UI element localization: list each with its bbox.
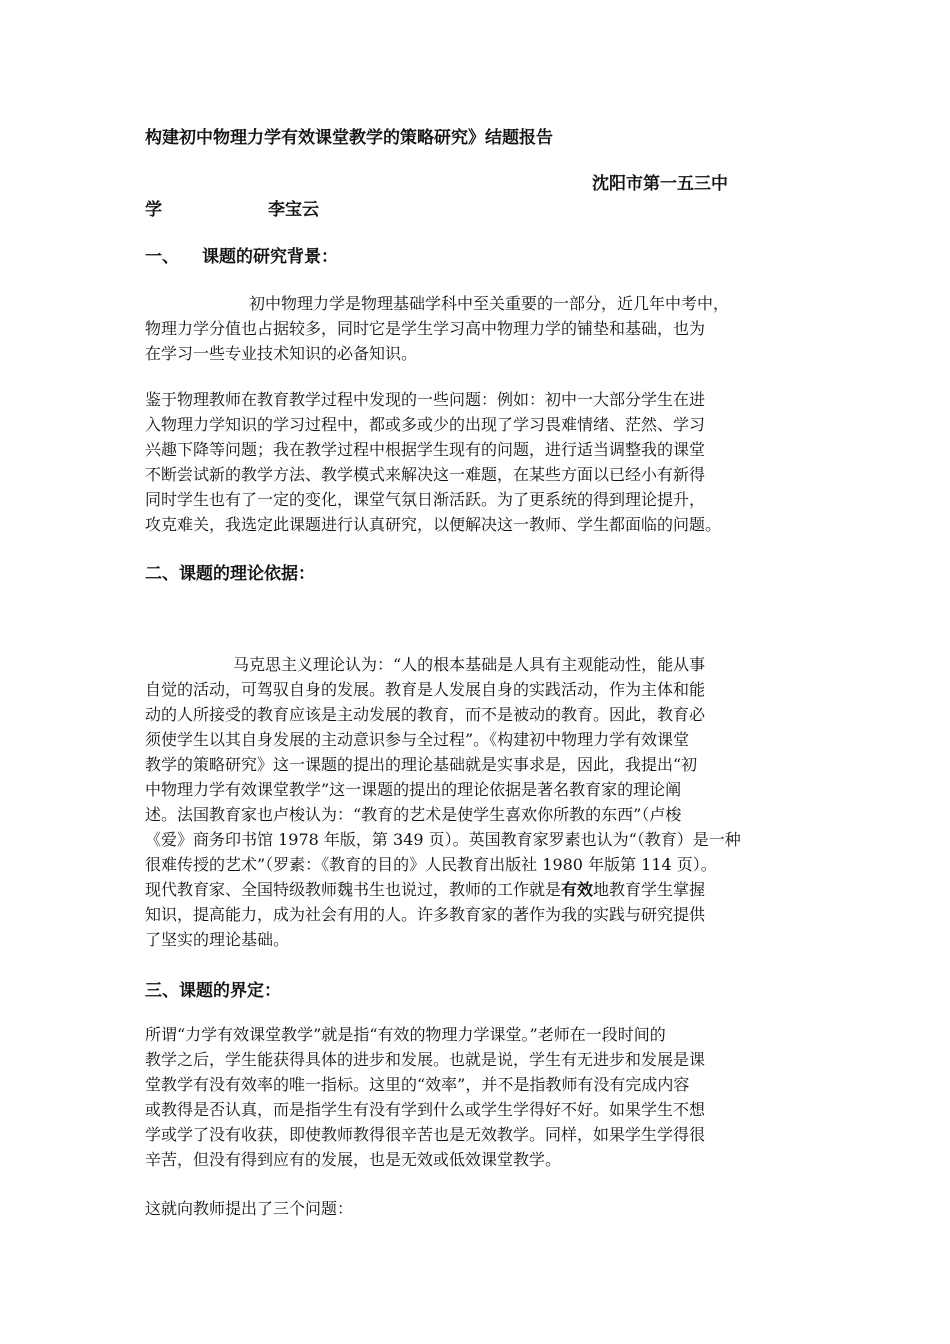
- text-line: 知识，提高能力，成为社会有用的人。许多教育家的著作为我的实践与研究提供: [145, 905, 706, 924]
- author-school-tail: 学: [145, 200, 162, 220]
- text-line: 自觉的活动，可驾驭自身的发展。教育是人发展自身的实践活动，作为主体和能: [145, 680, 706, 699]
- text-line: 《爱》商务印书馆 1978 年版，第 349 页）。英国教育家罗素也认为“（教育）是一种: [145, 830, 741, 849]
- text-line: [145, 877, 815, 902]
- section-3-paragraph-2: [145, 1196, 815, 1221]
- text-run: 地教育学生掌握: [593, 880, 706, 899]
- text-run: 现代教育家、全国特级教师魏书生也说过，教师的工作就是: [145, 880, 562, 899]
- section-1-number: 一、: [145, 247, 179, 267]
- text-line: 了坚实的理论基础。: [145, 930, 290, 949]
- text-line: 堂教学有没有效率的唯一指标。这里的“效率”，并不是指教师有没有完成内容: [145, 1075, 690, 1094]
- author-name: 李宝云: [268, 200, 319, 220]
- text-line: 在学习一些专业技术知识的必备知识。: [145, 344, 418, 363]
- text-line: 教学之后，学生能获得具体的进步和发展。也就是说，学生有无进步和发展是课: [145, 1050, 706, 1069]
- section-2-heading: 二、课题的理论依据：: [145, 564, 315, 584]
- section-2-paragraph-1: [145, 652, 815, 952]
- emphasis-text: 有效: [561, 880, 594, 899]
- text-line: 物理力学分值也占据较多，同时它是学生学习高中物理力学的铺垫和基础，也为: [145, 319, 706, 338]
- text-line: 述。法国教育家也卢梭认为：“教育的艺术是使学生喜欢你所教的东西”（卢梭: [145, 805, 682, 824]
- text-line: 教学的策略研究》这一课题的提出的理论基础就是实事求是，因此，我提出“初: [145, 755, 698, 774]
- text-line: 同时学生也有了一定的变化，课堂气氛日渐活跃。为了更系统的得到理论提升，: [145, 490, 706, 509]
- author-school: 沈阳市第一五三中: [592, 174, 728, 194]
- section-3-paragraph-1: [145, 1022, 815, 1172]
- text-line: 这就向教师提出了三个问题：: [145, 1199, 354, 1218]
- text-line: 辛苦，但没有得到应有的发展，也是无效或低效课堂教学。: [145, 1150, 562, 1169]
- text-line: 马克思主义理论认为：“人的根本基础是人具有主观能动性，能从事: [233, 655, 706, 674]
- report-title: 构建初中物理力学有效课堂教学的策略研究》结题报告: [145, 128, 553, 148]
- text-line: 学或学了没有收获，即使教师教得很辛苦也是无效教学。同样，如果学生学得很: [145, 1125, 706, 1144]
- section-3-heading: 三、课题的界定：: [145, 981, 281, 1001]
- text-line: 或教得是否认真，而是指学生有没有学到什么或学生学得好不好。如果学生不想: [145, 1100, 706, 1119]
- text-line: 动的人所接受的教育应该是主动发展的教育，而不是被动的教育。因此，教育必: [145, 705, 706, 724]
- section-1-heading: [145, 245, 338, 269]
- text-line: 兴趣下降等问题；我在教学过程中根据学生现有的问题，进行适当调整我的课堂: [145, 440, 706, 459]
- section-1-paragraph-2: [145, 387, 815, 537]
- text-line: 入物理力学知识的学习过程中，都或多或少的出现了学习畏难情绪、茫然、学习: [145, 415, 706, 434]
- text-line: 初中物理力学是物理基础学科中至关重要的一部分，近几年中考中，: [249, 294, 730, 313]
- text-line: 很难传授的艺术”（罗素：《教育的目的》人民教育出版社 1980 年版第 114 页）。: [145, 855, 717, 874]
- text-line: 鉴于物理教师在教育教学过程中发现的一些问题：例如：初中一大部分学生在进: [145, 390, 706, 409]
- section-1-title: 课题的研究背景：: [202, 247, 338, 267]
- section-1-paragraph-1: [145, 291, 815, 366]
- text-line: 不断尝试新的教学方法、教学模式来解决这一难题，在某些方面以已经小有新得: [145, 465, 706, 484]
- text-line: 所谓“力学有效课堂教学”就是指“有效的物理力学课堂。”老师在一段时间的: [145, 1025, 666, 1044]
- text-line: 须使学生以其自身发展的主动意识参与全过程”。《构建初中物理力学有效课堂: [145, 730, 690, 749]
- text-line: 攻克难关，我选定此课题进行认真研究，以便解决这一教师、学生都面临的问题。: [145, 515, 722, 534]
- text-line: 中物理力学有效课堂教学”这一课题的提出的理论依据是著名教育家的理论阐: [145, 780, 682, 799]
